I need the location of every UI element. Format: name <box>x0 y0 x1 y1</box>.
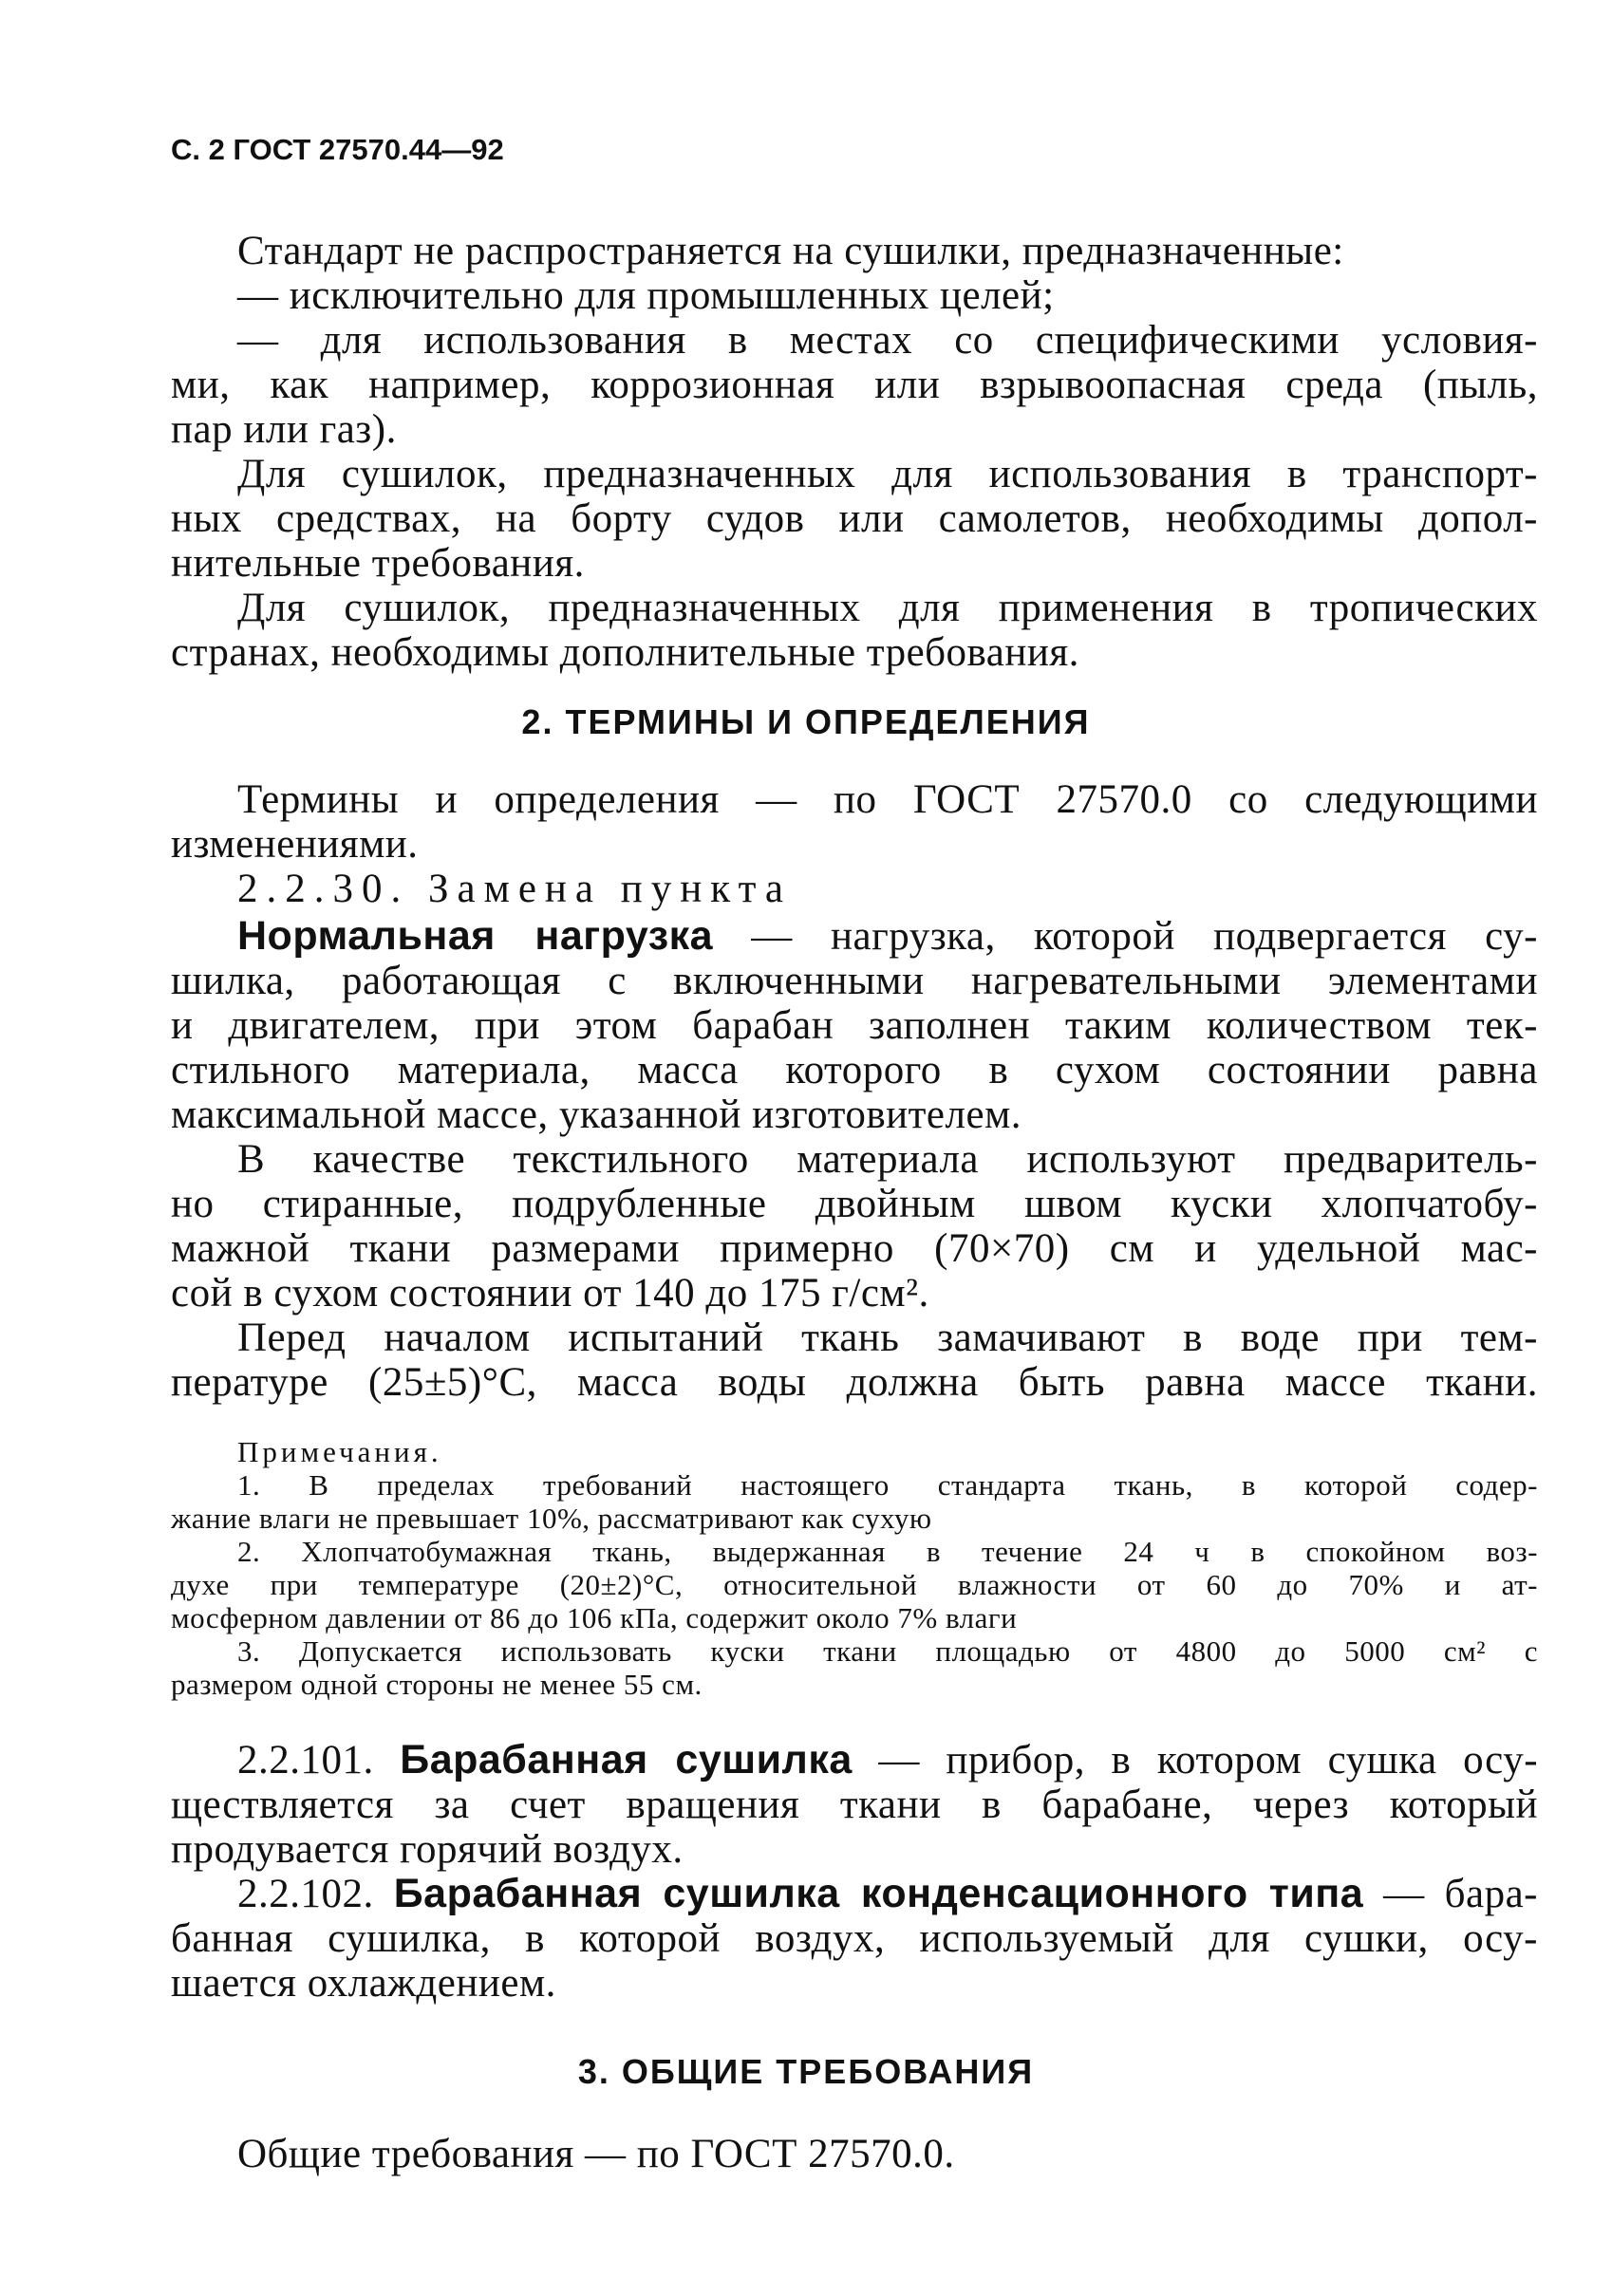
text-line <box>237 913 1538 960</box>
defined-term: Барабанная сушилка <box>400 1737 853 1783</box>
notes-title: Примечания. <box>237 1435 442 1468</box>
text-line: нительные требования. <box>171 541 585 586</box>
text-line: ми, как например, коррозионная или взрывоопасная среда (пыль, <box>171 363 1538 407</box>
text-line: ных средствах, на борту судов или самолетов, необходимы допол- <box>171 496 1538 541</box>
page-header: С. 2 ГОСТ 27570.44—92 <box>171 133 504 166</box>
text-line: пературе (25±5)°С, масса воды должна быть равна массе ткани. <box>171 1360 1538 1405</box>
note-line: жание влаги не превышает 10%, рассматривают как сухую <box>171 1502 932 1535</box>
note-line: 3. Допускается использовать куски ткани площадью от 4800 до 5000 см² с <box>237 1634 1538 1668</box>
text-line: но стиранные, подрубленные двойным швом куски хлопчатобу- <box>171 1182 1538 1226</box>
defined-term: Нормальная нагрузка <box>237 913 714 959</box>
section-heading: 2. ТЕРМИНЫ И ОПРЕДЕЛЕНИЯ <box>521 702 1091 741</box>
text-line: — для использования в местах со специфическими условия- <box>237 318 1538 363</box>
note-line: мосферном давлении от 86 до 106 кПа, содержит около 7% влаги <box>171 1601 1018 1634</box>
note-line: духе при температуре (20±2)°С, относительной влажности от 60 до 70% и ат- <box>171 1568 1538 1601</box>
text-line: Стандарт не распространяется на сушилки, предназначенные: <box>237 229 1344 273</box>
general-requirements-text: Общие требования — по ГОСТ 27570.0. <box>237 2132 955 2176</box>
text-line: В качестве текстильного материала используют предваритель- <box>237 1137 1538 1182</box>
text-line <box>237 1737 1538 1783</box>
text-line: сой в сухом состоянии от 140 до 175 г/см². <box>171 1271 929 1316</box>
clause-title: 2.2.30. Замена пункта <box>237 867 793 911</box>
text-line: ществляется за счет вращения ткани в барабане, через который <box>171 1783 1538 1827</box>
text-line: и двигателем, при этом барабан заполнен таким количеством тек- <box>171 1003 1538 1048</box>
definition-text: — нагрузка, которой подвергается су- <box>713 914 1538 959</box>
clause-number: 2.2.102. <box>237 1872 394 1916</box>
section-heading: 3. ОБЩИЕ ТРЕБОВАНИЯ <box>577 2052 1035 2091</box>
note-line: 2. Хлопчатобумажная ткань, выдержанная в течение 24 ч в спокойном воз- <box>237 1535 1538 1568</box>
text-line: мажной ткани размерами примерно (70×70) см и удельной мас- <box>171 1226 1538 1271</box>
text-line: Перед началом испытаний ткань замачивают в воде при тем- <box>237 1316 1538 1360</box>
text-line <box>237 1871 1538 1917</box>
definition-text: — бара- <box>1363 1872 1539 1916</box>
defined-term: Барабанная сушилка конденсационного типа <box>393 1871 1364 1916</box>
text-line: шается охлаждением. <box>171 1961 556 2006</box>
text-line: продувается горячий воздух. <box>171 1827 684 1872</box>
note-line: размером одной стороны не менее 55 см. <box>171 1668 703 1701</box>
clause-number: 2.2.101. <box>237 1738 401 1783</box>
text-line: изменениями. <box>171 822 419 867</box>
note-line: 1. В пределах требований настоящего стандарта ткань, в которой содер- <box>237 1468 1538 1502</box>
text-line: стильного материала, масса которого в сухом состоянии равна <box>171 1048 1538 1092</box>
text-line: шилка, работающая с включенными нагревательными элементами <box>171 959 1538 1003</box>
text-line: пар или газ). <box>171 407 397 452</box>
text-line: Для сушилок, предназначенных для использования в транспорт- <box>237 452 1538 496</box>
text-line: Для сушилок, предназначенных для применения в тропических <box>237 586 1538 630</box>
text-line: Термины и определения — по ГОСТ 27570.0 со следующими <box>237 777 1538 822</box>
text-line: — исключительно для промышленных целей; <box>237 273 1055 318</box>
text-line: странах, необходимы дополнительные требования. <box>171 630 1079 675</box>
definition-text: — прибор, в котором сушка осу- <box>852 1738 1539 1783</box>
text-line: банная сушилка, в которой воздух, используемый для сушки, осу- <box>171 1916 1538 1961</box>
text-line: максимальной массе, указанной изготовителем. <box>171 1092 1022 1137</box>
